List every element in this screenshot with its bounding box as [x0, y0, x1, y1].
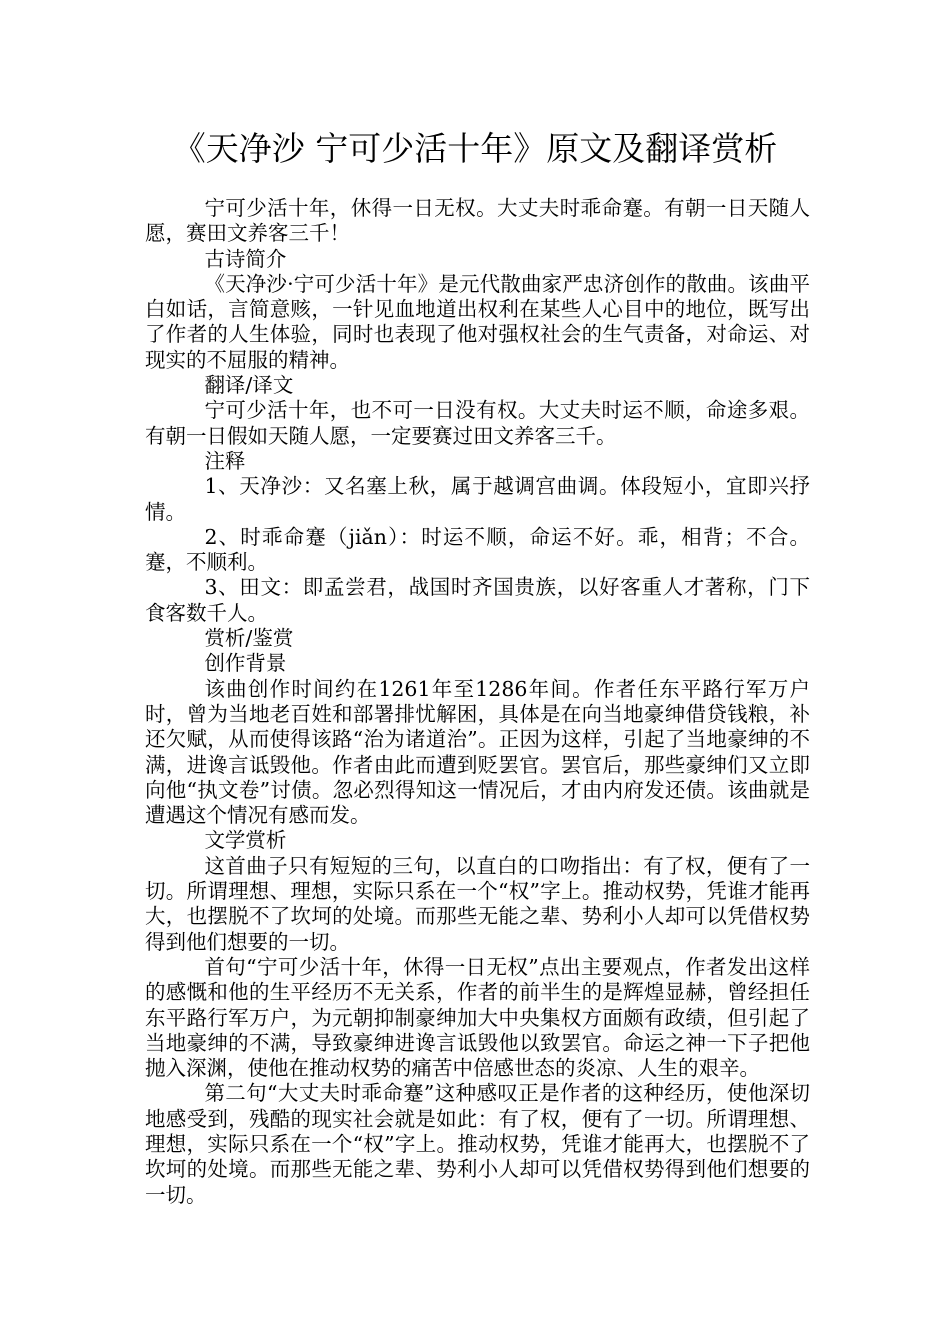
document-title: 《天净沙 宁可少活十年》原文及翻译赏析	[172, 129, 778, 168]
poem-text: 宁可少活十年，休得一日无权。大丈夫时乖命蹇。有朝一日天随人愿，赛田文养客三千！	[145, 196, 810, 246]
note-item: 2、时乖命蹇（jiǎn）：时运不顺，命运不好。乖，相背；不合。蹇，不顺利。	[145, 524, 810, 575]
document-body	[145, 196, 810, 1208]
literary-paragraph: 这首曲子只有短短的三句，以直白的口吻指出：有了权，便有了一切。所谓理想、理想，实际只系在一个“权”字上。推动权势，凭谁才能再大，也摆脱不了坎坷的处境。而那些无能之辈、势利小人却可以凭借权势得到他们想要的一切。	[145, 853, 810, 954]
note-item: 1、天净沙：又名塞上秋，属于越调宫曲调。体段短小，宜即兴抒情。	[145, 474, 810, 524]
section-heading-translation: 翻译/译文	[204, 373, 294, 398]
intro-paragraph: 《天净沙·宁可少活十年》是元代散曲家严忠济创作的散曲。该曲平白如话，言简意赅，一针见血地道出权利在某些人心目中的地位，既写出了作者的人生体验，同时也表现了他对强权社会的生气责备，对命运、对现实的不屈服的精神。	[145, 271, 810, 372]
section-heading-intro: 古诗简介	[204, 246, 287, 271]
background-paragraph: 该曲创作时间约在1261年至1286年间。作者任东平路行军万户时，曾为当地老百姓和部署排忧解困，具体是在向当地豪绅借贷钱粮，补还欠赋，从而使得该路“治为诸道治”。正因为这样，引起了当地豪绅的不满，进谗言诋毁他。作者由此而遭到贬罢官。罢官后，那些豪绅们又立即向他“执文卷”讨债。忽必烈得知这一情况后，才由内府发还债。该曲就是遭遇这个情况有感而发。	[145, 676, 810, 828]
section-heading-appreciation: 赏析/鉴赏	[204, 626, 294, 651]
section-heading-notes: 注释	[204, 448, 246, 473]
section-heading-literary: 文学赏析	[204, 828, 287, 853]
translation-paragraph: 宁可少活十年，也不可一日没有权。大丈夫时运不顺，命途多艰。有朝一日假如天随人愿，一定要赛过田文养客三千。	[145, 398, 810, 448]
literary-paragraph: 第二句“大丈夫时乖命蹇”这种感叹正是作者的这种经历，使他深切地感受到，残酷的现实社会就是如此：有了权，便有了一切。所谓理想、理想，实际只系在一个“权”字上。推动权势，凭谁才能再大，也摆脱不了坎坷的处境。而那些无能之辈、势利小人却可以凭借权势得到他们想要的一切。	[145, 1081, 810, 1207]
note-item: 3、田文：即孟尝君，战国时齐国贵族，以好客重人才著称，门下食客数千人。	[145, 575, 810, 625]
literary-paragraph: 首句“宁可少活十年，休得一日无权”点出主要观点，作者发出这样的感慨和他的生平经历不无关系，作者的前半生的是辉煌显赫，曾经担任东平路行军万户，为元朝抑制豪绅加大中央集权方面颇有政绩，但引起了当地豪绅的不满，导致豪绅进谗言诋毁他以致罢官。命运之神一下子把他抛入深渊，使他在推动权势的痛苦中倍感世态的炎凉、人生的艰辛。	[145, 954, 810, 1081]
section-heading-background: 创作背景	[204, 651, 287, 676]
